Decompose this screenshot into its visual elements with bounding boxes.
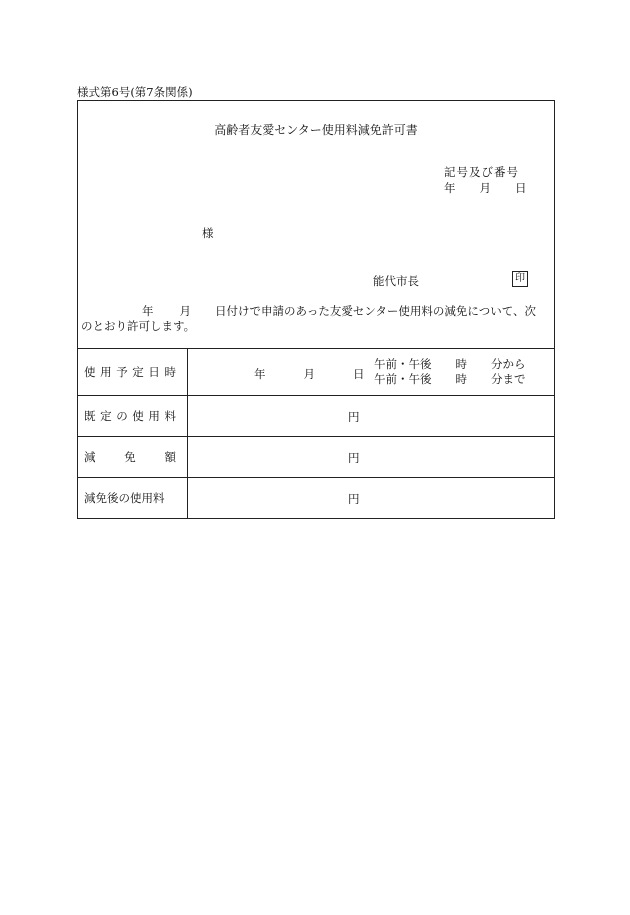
yen-unit: 円: [348, 410, 360, 424]
time-to-hour-unit: 時: [455, 372, 467, 386]
label-char: 用: [148, 409, 160, 423]
table-row: [78, 478, 555, 519]
fee-after-reduction-label: 減免後の使用料: [78, 478, 188, 519]
body-text-line-1: [142, 303, 536, 319]
issue-date-month-unit: 月: [479, 181, 491, 195]
body-text-main: 日付けで申請のあった友愛センター使用料の減免について、次: [215, 304, 536, 318]
label-char: 時: [164, 365, 176, 379]
permit-form: [77, 100, 555, 519]
table-row: [78, 437, 555, 478]
label-char: 定: [132, 365, 144, 379]
label-char: 予: [116, 365, 128, 379]
document-title: 高齢者友愛センター使用料減免許可書: [214, 123, 418, 137]
label-char: 既: [84, 409, 96, 423]
scheduled-date: [254, 366, 365, 382]
reduction-amount-label: [78, 437, 188, 478]
time-from-hour-unit: 時: [455, 357, 467, 371]
table-row: [78, 349, 555, 396]
issuer-name: 能代市長: [373, 274, 419, 288]
label-char: の: [116, 409, 128, 423]
date-day-unit: 日: [353, 367, 365, 381]
fee-after-reduction-value[interactable]: [188, 478, 555, 519]
details-table: [77, 348, 555, 519]
time-from-line: [374, 357, 526, 372]
table-row: [78, 396, 555, 437]
issue-date-day-unit: 日: [515, 181, 527, 195]
label-char: 使: [132, 409, 144, 423]
scheduled-datetime-value[interactable]: [188, 349, 555, 396]
body-year-unit: 年: [142, 304, 154, 318]
addressee-suffix: 様: [202, 226, 214, 240]
issue-date-year-unit: 年: [444, 181, 456, 195]
standard-fee-label: [78, 396, 188, 437]
label-char: 用: [100, 365, 112, 379]
label-char: 減: [84, 450, 96, 464]
time-to-ampm: 午前・午後: [374, 372, 432, 386]
label-char: 日: [148, 365, 160, 379]
label-char: 料: [164, 409, 176, 423]
form-number-label: 様式第6号(第7条関係): [77, 85, 193, 99]
label-char: 免: [124, 450, 136, 464]
scheduled-time: [374, 357, 526, 387]
label-char: 使: [84, 365, 96, 379]
time-from-ampm: 午前・午後: [374, 357, 432, 371]
reduction-amount-value[interactable]: [188, 437, 555, 478]
label-char: 額: [164, 450, 176, 464]
standard-fee-value[interactable]: [188, 396, 555, 437]
date-year-unit: 年: [254, 367, 266, 381]
yen-unit: 円: [348, 451, 360, 465]
reference-number-label: 記号及び番号: [444, 165, 519, 179]
seal-mark: 印: [512, 271, 528, 287]
issue-date: [444, 180, 527, 196]
scheduled-datetime-label: [78, 349, 188, 396]
yen-unit: 円: [348, 492, 360, 506]
body-month-unit: 月: [179, 304, 191, 318]
label-char: 定: [100, 409, 112, 423]
time-from-minute-unit: 分から: [491, 357, 526, 371]
time-to-minute-unit: 分まで: [491, 372, 526, 386]
body-text-line-2: のとおり許可します。: [81, 319, 196, 333]
time-to-line: [374, 372, 526, 387]
date-month-unit: 月: [303, 367, 315, 381]
